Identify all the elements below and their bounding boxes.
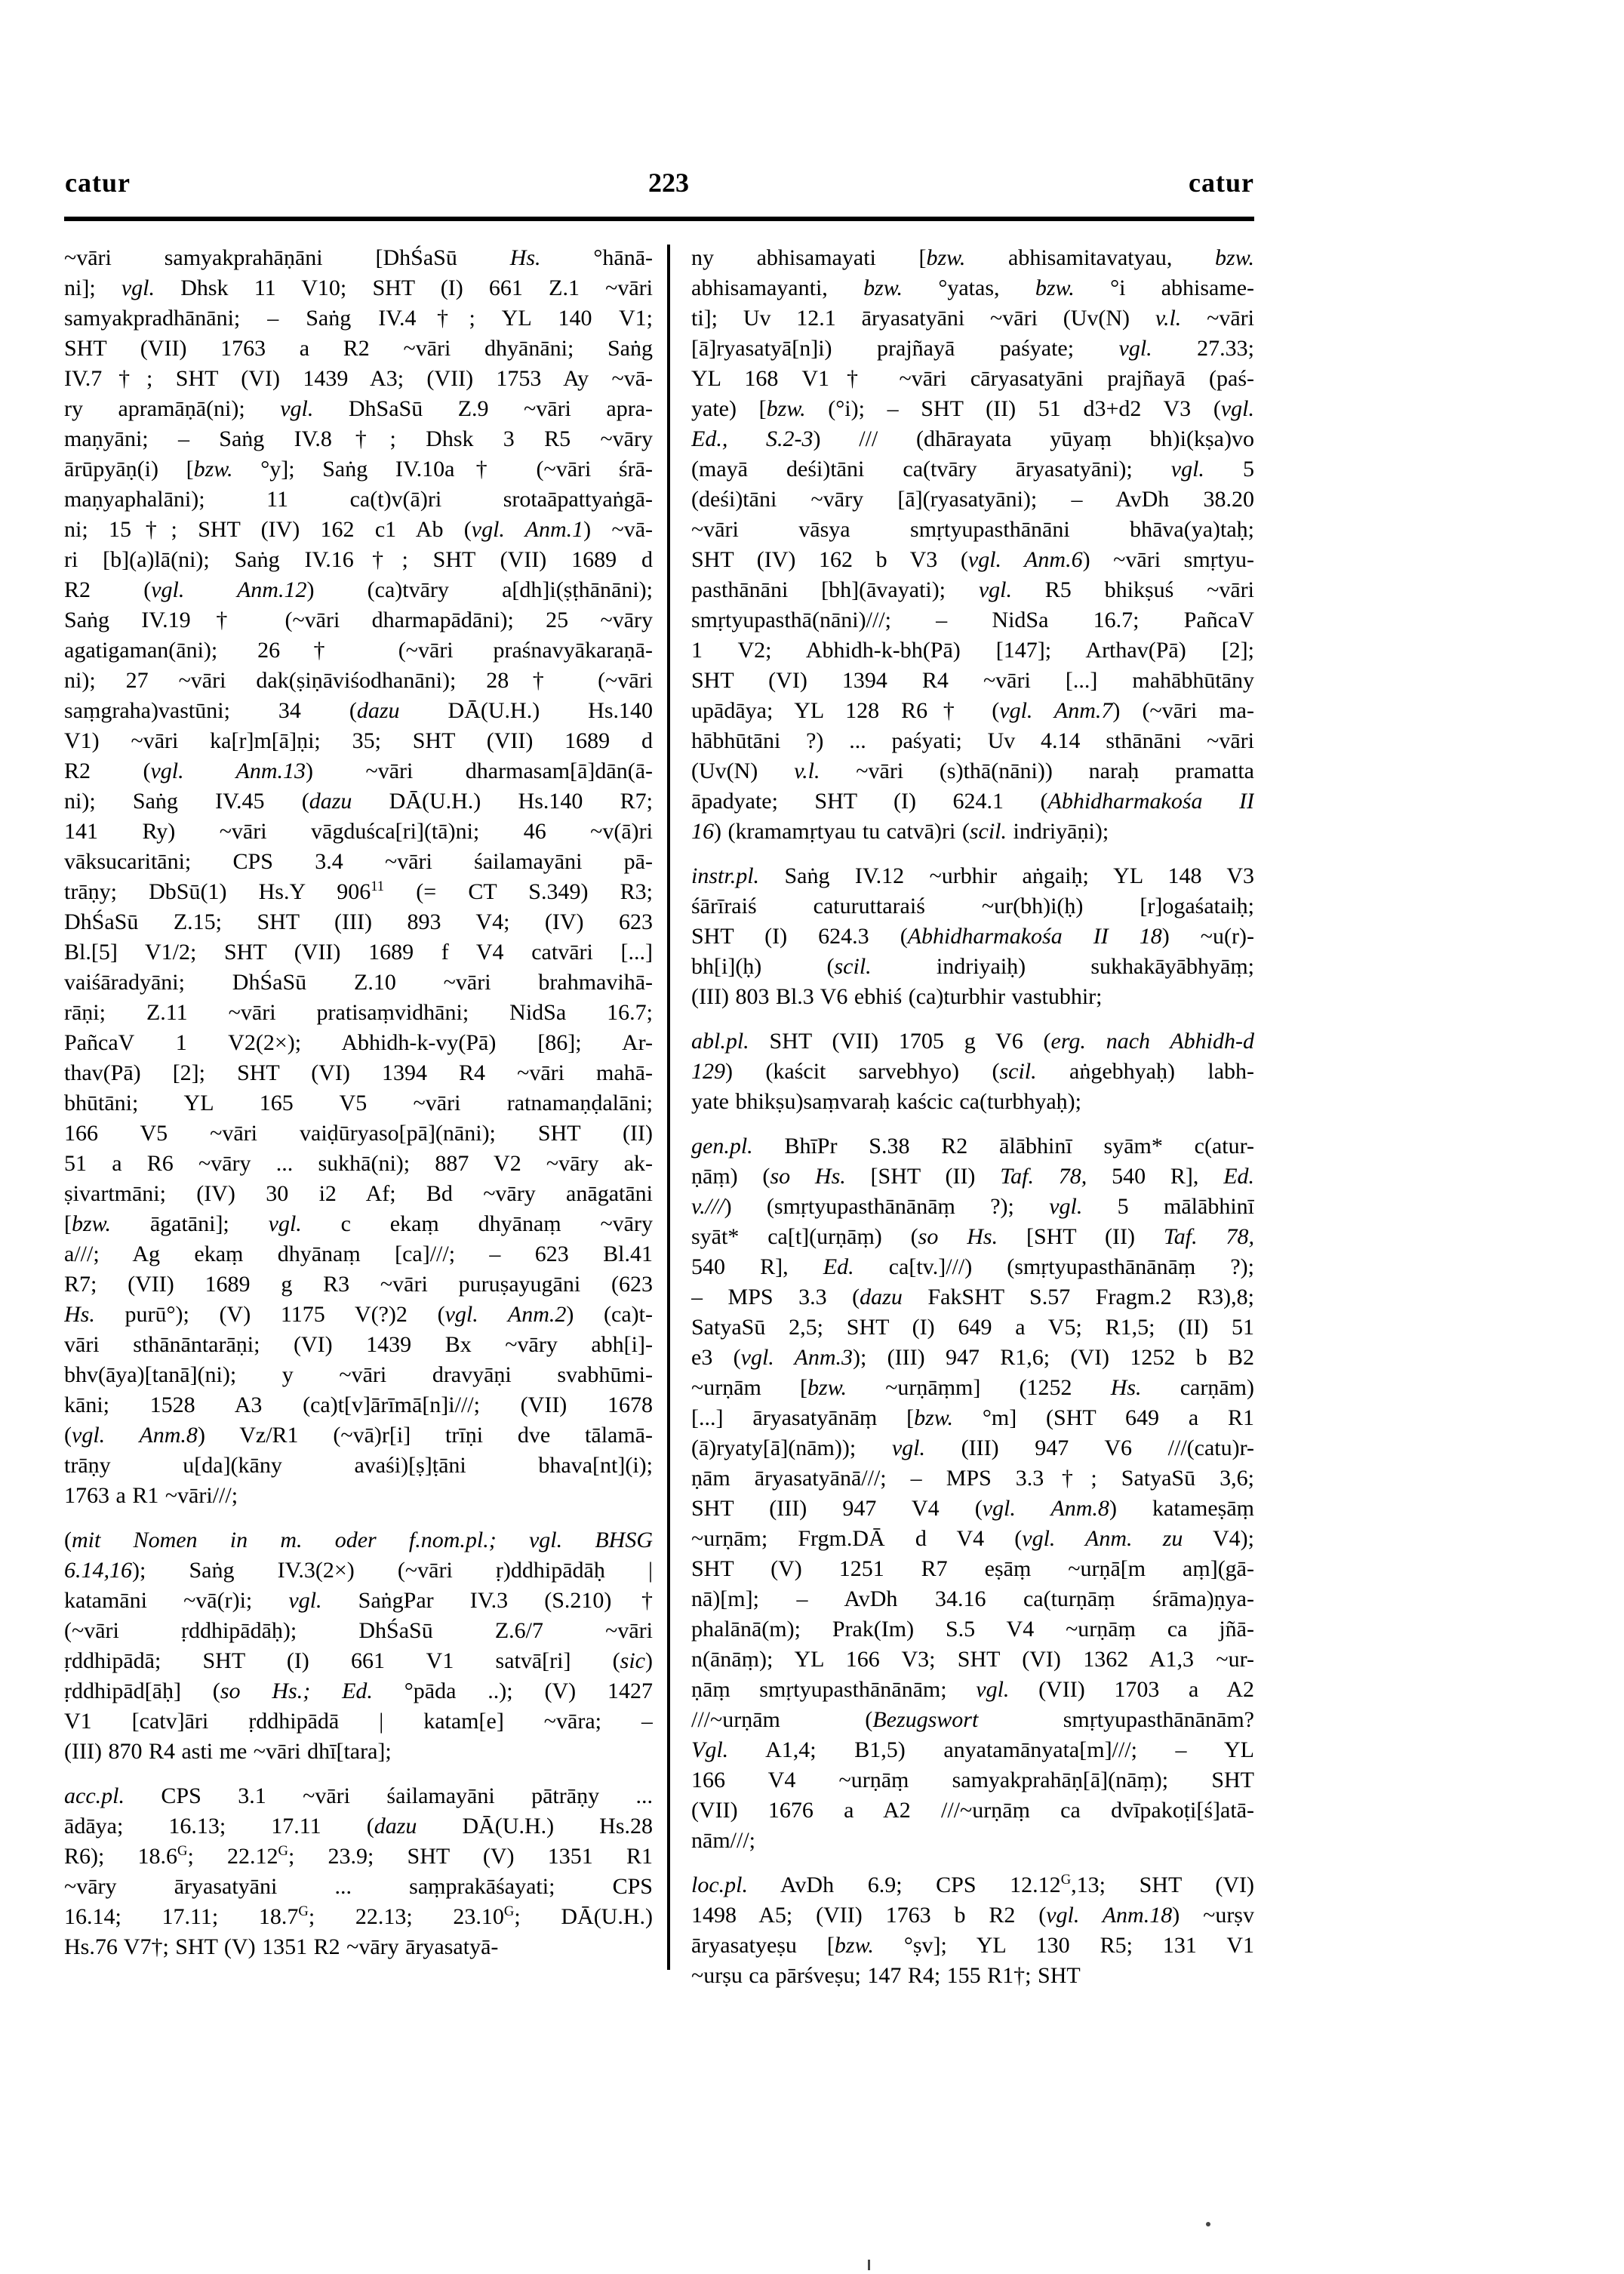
text-line: ādāya; 16.13; 17.11 (dazu DĀ(U.H.) Hs.28: [64, 1814, 653, 1839]
text-line: agatigaman(āni); 26† (~vāri praśnavyākaraṇā-: [64, 638, 653, 663]
text-line: Hs. purū°); (V) 1175 V(?)2 (vgl. Anm.2) (ca)t-: [64, 1302, 653, 1327]
paragraph: [64, 1781, 653, 1962]
text-line: ry apramāṇā(ni); vgl. DhSaSū Z.9 ~vāri apra-: [64, 396, 653, 421]
text-line: katamāni ~vā(r)i; vgl. SaṅgPar IV.3 (S.210)†: [64, 1588, 653, 1613]
text-line: upādāya; YL 128 R6† (vgl. Anm.7) (~vāri ma-: [691, 698, 1254, 723]
text-line: ~urṇām [bzw. ~urṇāṃm] (1252 Hs. carṇām): [691, 1375, 1254, 1400]
text-line: e3 (vgl. Anm.3); (III) 947 R1,6; (VI) 1252 b B2: [691, 1345, 1254, 1370]
text-line: 51 a R6 ~vāry ... sukhā(ni); 887 V2 ~vāry ak-: [64, 1151, 653, 1176]
text-line: bhūtāni; YL 165 V5 ~vāri ratnamaṇḍalāni;: [64, 1091, 653, 1115]
text-line: 1498 A5; (VII) 1763 b R2 (vgl. Anm.18) ~urṣv: [691, 1903, 1254, 1928]
text-line: ṛddhipād[āḥ] (so Hs.; Ed. °pāda ..); (V) 1427: [64, 1679, 653, 1703]
paragraph: [691, 1026, 1254, 1117]
text-line: ni); 27 ~vāri dak(ṣiṇāviśodhanāni); 28† (~vāri: [64, 668, 653, 693]
paragraph: [691, 861, 1254, 1012]
text-line: ///~urṇām (Bezugswort smṛtyupasthānānām?: [691, 1707, 1254, 1732]
text-line: thav(Pā) [2]; SHT (VI) 1394 R4 ~vāri mahā-: [64, 1060, 653, 1085]
text-line: SHT (V) 1251 R7 eṣāṃ ~urṇā[m aṃ](gā-: [691, 1556, 1254, 1581]
paragraph: [691, 1870, 1254, 1991]
text-line: phalānā(m); Prak(Im) S.5 V4 ~urṇāṃ ca jñā-: [691, 1617, 1254, 1642]
text-line: smṛtyupasthā(nāni)///; – NidSa 16.7; PañcaV: [691, 608, 1254, 632]
text-line: loc.pl. AvDh 6.9; CPS $12.12^G,13$; SHT (VI): [691, 1872, 1254, 1897]
text-line: vāri sthānāntarāṇi; (VI) 1439 Bx ~vāry abh[i]-: [64, 1332, 653, 1357]
text-line: SHT (I) 624.3 (Abhidharmakośa II 18) ~u(r)-: [691, 924, 1254, 949]
text-line: vaiśāradyāni; DhŚaSū Z.10 ~vāri brahmavihā-: [64, 970, 653, 995]
text-line: bh[i](ḥ) (scil. indriyaiḥ) sukhakāyābhyāṃ;: [691, 954, 1254, 979]
text-line: ṇām āryasatyānā///; – MPS 3.3†; SatyaSū 3,6;: [691, 1466, 1254, 1491]
text-line: ṛddhipādā; SHT (I) 661 V1 satvā[ri] (sic): [64, 1648, 653, 1673]
text-line: ni]; vgl. Dhsk 11 V10; SHT (I) 661 Z.1 ~vāri: [64, 275, 653, 300]
text-line: V1) ~vāri ka[r]m[ā]ṇi; 35; SHT (VII) 1689 d: [64, 728, 653, 753]
scan-speck: [868, 2260, 870, 2270]
text-line: kāni; 1528 A3 (ca)t[v]ārīmā[n]i///; (VII) 1678: [64, 1392, 653, 1417]
running-head-left: catur: [65, 168, 131, 198]
text-line: ṣivartmāni; (IV) 30 i2 Af; Bd ~vāry anāgatāni: [64, 1181, 653, 1206]
text-line: gen.pl. BhīPr S.38 R2 ālābhinī syām* c(atur-: [691, 1134, 1254, 1159]
text-line: 540 R], Ed. ca[tv.]///) (smṛtyupasthānānāṃ ?);: [691, 1254, 1254, 1279]
text-column-left: [64, 243, 653, 1962]
header-rule: [64, 217, 1254, 221]
text-line: SHT (IV) 162 b V3 (vgl. Anm.6) ~vāri smṛtyu-: [691, 547, 1254, 572]
text-line: pasthānāni [bh](āvayati); vgl. R5 bhikṣuś ~vāri: [691, 577, 1254, 602]
text-line: R6); $18.6^G$; $22.12^G$; 23.9; SHT (V) 1351 R1: [64, 1843, 653, 1869]
text-line: – MPS 3.3 (dazu FakSHT S.57 Fragm.2 R3),8;: [691, 1285, 1254, 1309]
text-line: SHT (VII) 1763 a R2 ~vāri dhyānāni; Saṅg: [64, 336, 653, 361]
text-line: Ed., S.2-3) /// (dhārayata yūyaṃ bh)i(kṣa)vo: [691, 426, 1254, 451]
text-line: nām///;: [691, 1828, 755, 1853]
text-line: v.///) (smṛtyupasthānānāṃ ?); vgl. 5 mālābhinī: [691, 1194, 1254, 1219]
text-line: ~vāri vāsya smṛtyupasthānāni bhāva(ya)taḥ;: [691, 517, 1254, 542]
text-line: SHT (VI) 1394 R4 ~vāri [...] mahābhūtāny: [691, 668, 1254, 693]
text-line: (ā)ryaty[ā](nām)); vgl. (III) 947 V6 ///(catu)r-: [691, 1435, 1254, 1460]
text-line: PañcaV 1 V2(2×); Abhidh-k-vy(Pā) [86]; Ar-: [64, 1030, 653, 1055]
text-line: (mit Nomen in m. oder f.nom.pl.; vgl. BHSG: [64, 1528, 653, 1552]
text-line: trāṇy u[da](kāny avaśi)[ṣ]ṭāni bhava[nt](i);: [64, 1453, 653, 1478]
text-line: āryasatyeṣu [bzw. °ṣv]; YL 130 R5; 131 V1: [691, 1933, 1254, 1958]
text-line: (~vāri ṛddhipādāḥ); DhŚaSū Z.6/7 ~vāri: [64, 1618, 653, 1643]
text-line: yate) [bzw. (°i); – SHT (II) 51 d3+d2 V3 (vgl.: [691, 396, 1254, 421]
text-line: Vgl. A1,4; B1,5) anyatamānyata[m]///; – YL: [691, 1737, 1254, 1762]
text-line: Hs.76 V7†; SHT (V) 1351 R2 ~vāry āryasatyā-: [64, 1934, 499, 1959]
text-line: ti]; Uv 12.1 āryasatyāni ~vāri (Uv(N) v.l. ~vāri: [691, 306, 1254, 331]
text-line: [...] āryasatyānāṃ [bzw. °m] (SHT 649 a R1: [691, 1405, 1254, 1430]
text-line: 16.14; 17.11; $18.7^G$; 22.13; $23.10^G$; DĀ(U.H.): [64, 1903, 653, 1929]
text-line: [ā]ryasatyā[n]i) prajñayā paśyate; vgl. 27.33;: [691, 336, 1254, 361]
text-line: rāṇi; Z.11 ~vāri pratisaṃvidhāni; NidSa 16.7;: [64, 1000, 653, 1025]
text-line: (Uv(N) v.l. ~vāri (s)thā(nāni)) naraḥ pramatta: [691, 759, 1254, 783]
paragraph: [64, 1525, 653, 1767]
text-line: ni; 15†; SHT (IV) 162 c1 Ab (vgl. Anm.1) ~vā-: [64, 517, 653, 542]
paragraph: [64, 243, 653, 1511]
text-line: R2 (vgl. Anm.12) (ca)tvāry a[dh]i(ṣṭhānāni);: [64, 577, 653, 602]
text-line: (mayā deśi)tāni ca(tvāry āryasatyāni); vgl. 5: [691, 457, 1254, 482]
text-line: a///; Ag ekaṃ dhyānaṃ [ca]///; – 623 Bl.41: [64, 1242, 653, 1266]
text-line: āpadyate; SHT (I) 624.1 (Abhidharmakośa II: [691, 789, 1254, 814]
text-line: abhisamayanti, bzw. °yatas, bzw. °i abhisame-: [691, 275, 1254, 300]
text-line: SHT (III) 947 V4 (vgl. Anm.8) katameṣāṃ: [691, 1496, 1254, 1521]
text-line: DhŚaSū Z.15; SHT (III) 893 V4; (IV) 623: [64, 909, 653, 934]
text-line: 166 V5 ~vāri vaiḍūryaso[pā](nāni); SHT (II): [64, 1121, 653, 1146]
paragraph: [691, 1131, 1254, 1856]
text-line: Bl.[5] V1/2; SHT (VII) 1689 f V4 catvāri [...]: [64, 940, 653, 965]
text-line: Saṅg IV.19† (~vāri dharmapādāni); 25 ~vāry: [64, 608, 653, 632]
paragraph: [691, 243, 1254, 847]
text-line: 141 Ry) ~vāri vāgduśca[ri](tā)ni; 46 ~v(ā)ri: [64, 819, 653, 844]
text-line: nā)[m]; – AvDh 34.16 ca(turṇāṃ śrāma)ṇya-: [691, 1586, 1254, 1611]
text-line: samyakpradhānāni; – Saṅg IV.4†; YL 140 V1;: [64, 306, 653, 331]
text-line: ny abhisamayati [bzw. abhisamitavatyau, bzw.: [691, 245, 1254, 270]
text-line: (VII) 1676 a A2 ///~urṇāṃ ca dvīpakoṭi[ś]atā-: [691, 1798, 1254, 1823]
text-line: ~vāri samyakprahāṇāni [DhŚaSū Hs. °hānā-: [64, 245, 653, 270]
text-line: śārīraiś caturuttaraiś ~ur(bh)i(ḥ) [r]ogaśataiḥ;: [691, 894, 1254, 919]
text-line: syāt* ca[t](urṇāṃ) (so Hs. [SHT (II) Taf. 78,: [691, 1224, 1254, 1249]
text-line: bhv(āya)[tanā](ni); y ~vāri dravyāṇi svabhūmi-: [64, 1362, 653, 1387]
text-line: (III) 803 Bl.3 V6 ebhiś (ca)turbhir vastubhir;: [691, 984, 1103, 1009]
text-line: maṇyaphalāni); 11 ca(t)v(ā)ri srotaāpattyaṅgā-: [64, 487, 653, 512]
page-number: 223: [648, 168, 689, 198]
text-column-right: [691, 243, 1254, 1991]
text-line: SatyaSū 2,5; SHT (I) 649 a V5; R1,5; (II) 51: [691, 1315, 1254, 1340]
text-line: ~vāry āryasatyāni ... saṃprakāśayati; CPS: [64, 1874, 653, 1899]
text-line: ~urṣu ca pārśveṣu; 147 R4; 155 R1†; SHT: [691, 1963, 1081, 1988]
text-line: ṇāṃ) (so Hs. [SHT (II) Taf. 78, 540 R], Ed.: [691, 1164, 1254, 1189]
text-line: (deśi)tāni ~vāry [ā](ryasatyāni); – AvDh 38.20: [691, 487, 1254, 512]
text-line: vāksucaritāni; CPS 3.4 ~vāri śailamayāni pā-: [64, 849, 653, 874]
text-line: ri [b](a)lā(ni); Saṅg IV.16†; SHT (VII) 1689 d: [64, 547, 653, 572]
text-line: abl.pl. SHT (VII) 1705 g V6 (erg. nach Abhidh-d: [691, 1029, 1254, 1054]
text-line: ni); Saṅg IV.45 (dazu DĀ(U.H.) Hs.140 R7;: [64, 789, 653, 814]
text-line: 166 V4 ~urṇāṃ samyakprahāṇ[ā](nāṃ); SHT: [691, 1768, 1254, 1792]
text-line: 129) (kaścit sarvebhyo) (scil. aṅgebhyaḥ) labh-: [691, 1059, 1254, 1084]
text-line: hābhūtāni ?) ... paśyati; Uv 4.14 sthānāni ~vāri: [691, 728, 1254, 753]
text-line: ārūpyāṇ(i) [bzw. °y]; Saṅg IV.10a† (~vāri śrā-: [64, 457, 653, 482]
text-line: R7; (VII) 1689 g R3 ~vāri puruṣayugāni (623: [64, 1272, 653, 1297]
text-line: n(ānāṃ); YL 166 V3; SHT (VI) 1362 A1,3 ~ur-: [691, 1647, 1254, 1672]
text-line: [bzw. āgatāni]; vgl. c ekaṃ dhyānaṃ ~vāry: [64, 1211, 653, 1236]
text-line: YL 168 V1† ~vāri cāryasatyāni prajñayā (paś-: [691, 366, 1254, 391]
text-line: maṇyāni; – Saṅg IV.8†; Dhsk 3 R5 ~vāry: [64, 426, 653, 451]
text-line: acc.pl. CPS 3.1 ~vāri śailamayāni pātrāṇy ...: [64, 1783, 653, 1808]
text-line: 1 V2; Abhidh-k-bh(Pā) [147]; Arthav(Pā) [2];: [691, 638, 1254, 663]
running-head-right: catur: [1189, 168, 1254, 198]
text-line: R2 (vgl. Anm.13) ~vāri dharmasam[ā]dān(ā-: [64, 759, 653, 783]
text-line: V1 [catv]āri ṛddhipādā | katam[e] ~vāra; –: [64, 1709, 653, 1734]
text-line: ~urṇām; Frgm.DĀ d V4 (vgl. Anm. zu V4);: [691, 1526, 1254, 1551]
text-line: instr.pl. Saṅg IV.12 ~urbhir aṅgaiḥ; YL 148 V3: [691, 863, 1254, 888]
text-line: yate bhikṣu)saṃvaraḥ kaścic ca(turbhyaḥ);: [691, 1089, 1081, 1114]
text-line: ṇāṃ smṛtyupasthānānām; vgl. (VII) 1703 a A2: [691, 1677, 1254, 1702]
text-line: 16) (kramamṛtyau tu catvā)ri (scil. indriyāṇi);: [691, 819, 1109, 844]
text-line: (vgl. Anm.8) Vz/R1 (~vā)r[i] trīṇi dve tālamā-: [64, 1423, 653, 1448]
text-line: 1763 a R1 ~vāri///;: [64, 1483, 238, 1508]
text-line: IV.7†; SHT (VI) 1439 A3; (VII) 1753 Ay ~vā-: [64, 366, 653, 391]
column-divider-rule: [667, 245, 670, 1970]
scan-speck: [1206, 2222, 1210, 2226]
text-line: (III) 870 R4 asti me ~vāri dhī[tara];: [64, 1739, 392, 1764]
text-line: saṃgraha)vastūni; 34 (dazu DĀ(U.H.) Hs.140: [64, 698, 653, 723]
text-line: 6.14,16); Saṅg IV.3(2×) (~vāri ṛ)ddhipādāḥ |: [64, 1558, 653, 1583]
text-line: trāṇy; DbSū(1) Hs.Y $906^{11}$ (= CT S.349) R3;: [64, 879, 653, 904]
